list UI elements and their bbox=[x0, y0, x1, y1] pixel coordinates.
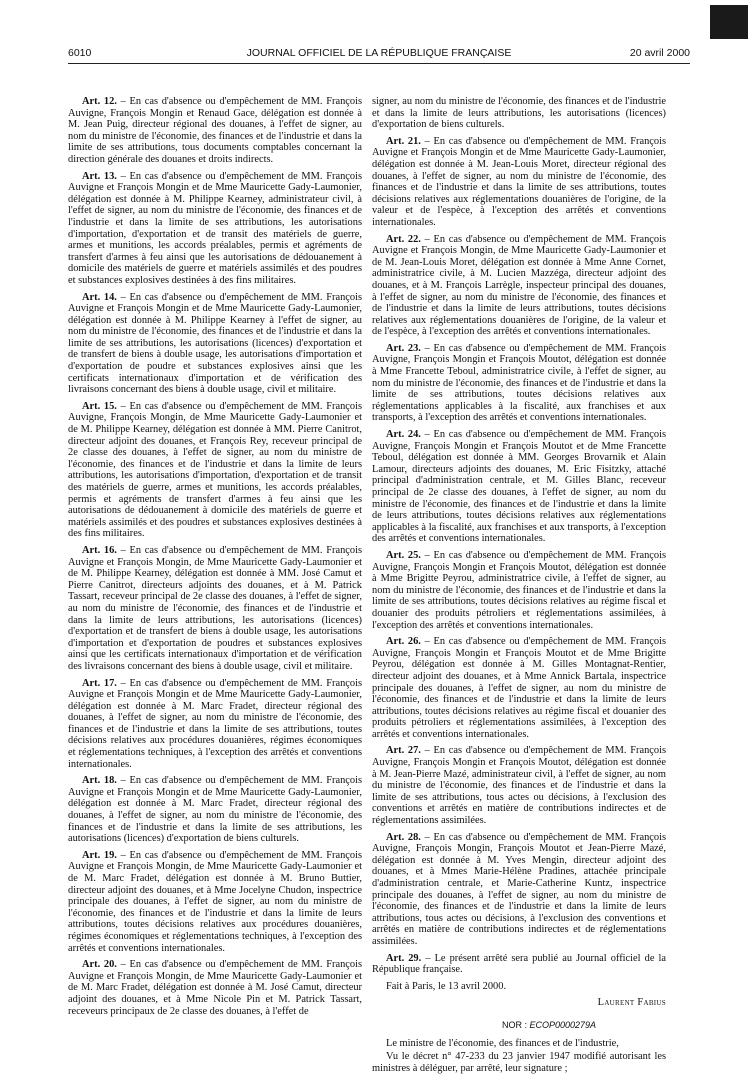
article-24 bbox=[372, 429, 666, 545]
article-12 bbox=[68, 96, 362, 166]
article-text: – En cas d'absence ou d'empêchement de MM. François Auvigne, François Mongin et François Moutot, délégation est donnée à Mme Brigitte Peyrou, administratrice civile, à l'effet de signer, au nom du ministre de l'économie, des finances et de l'industrie et dans la limite de ses attributions, toutes décisions relatives au régime fiscal et douanier des produits pétroliers et réglementations assimilées, à l'exception des arrêtés et conventions internationales. bbox=[372, 549, 666, 631]
article-label: Art. 27. bbox=[386, 745, 421, 757]
article-19 bbox=[68, 850, 362, 954]
article-text: – En cas d'absence ou d'empêchement de MM. François Auvigne et François Mongin, de Mme Mauricette Gady-Laumonier et de M. Marc Fradet, délégation est donnée à M. José Camut, directeur adjoint des douanes, et à Mme Nicole Pin et M. Patrick Tassart, receveurs principaux de 2e classe des douanes, à l'effet de bbox=[68, 959, 362, 1017]
decree-reference: Vu le décret n° 47-233 du 23 janvier 1947 modifié autorisant les ministres à déléguer, par arrêté, leur signature ; bbox=[372, 1050, 666, 1074]
header-rule bbox=[68, 63, 690, 64]
page-edge-tab bbox=[710, 5, 748, 39]
right-column bbox=[372, 96, 666, 1079]
article-text: signer, au nom du ministre de l'économie, des finances et de l'industrie et dans la limite de leurs attributions, les autorisations (licences) d'exportation de biens culturels. bbox=[372, 96, 666, 131]
article-27 bbox=[372, 745, 666, 826]
article-label: Art. 14. bbox=[82, 291, 117, 303]
minister-preamble: Le ministre de l'économie, des finances et de l'industrie, bbox=[386, 1038, 619, 1050]
article-text: – En cas d'absence ou d'empêchement de MM. François Auvigne, François Mongin, François Moutot et Jean-Pierre Mazé, délégation est donnée à M. Yves Mengin, directeur adjoint des douanes, et à Mmes Marie-Hélène Pradines, attachée principale d'administration centrale, et Marie-Catherine Kuntz, inspectrice principale des douanes, à l'effet de signer, au nom du ministre de l'économie, des finances et de l'industrie et dans la limite de leurs attributions, tous actes ou décisions, à l'exclusion des conventions et arrêtés en matière de contributions indirectes et de réglementations assimilées. bbox=[372, 831, 666, 947]
article-text: – En cas d'absence ou d'empêchement de MM. François Auvigne, François Mongin et François Moutot et de Mme Brigitte Peyrou, délégation est donnée à M. Gilles Montagnat-Rentier, directeur adjoint des douanes, et à Mme Annick Bartala, inspectrice principale des douanes, à l'effet de signer, au nom du ministre de l'économie, des finances et de l'industrie et dans la limite de leurs attributions, toutes décisions relatives au régime fiscal et douanier des produits pétroliers et réglementations assimilées, à l'exception des arrêtés et conventions internationales. bbox=[372, 636, 666, 740]
article-label: Art. 20. bbox=[82, 959, 117, 971]
article-18 bbox=[68, 775, 362, 845]
article-20-continued bbox=[372, 96, 666, 131]
article-text: – En cas d'absence ou d'empêchement de MM. François Auvigne et François Mongin, de Mme Mauricette Gady-Laumonier et de M. Jean-Louis Moret, délégation est donnée à Mme Anne Cornet, administratrice civile, à M. Lucien Mazzéga, directeur adjoint des douanes, et à M. François Larrègle, inspecteur principal des douanes, à l'effet de signer, au nom du ministre de l'économie, des finances et de l'industrie et dans la limite de leurs attributions, toutes décisions relatives aux réglementations douanières de l'origine, de la valeur et de l'espèce, à l'exception des arrêtés et conventions internationales. bbox=[372, 233, 666, 338]
article-text: – En cas d'absence ou d'empêchement de MM. François Auvigne, François Mongin et François Moutot et de Mme Francette Teboul, délégation est donnée à MM. Georges Brovarnik et Alain Lamour, directeurs adjoints des douanes, M. Eric Fisitzky, attaché principal d'administration centrale, et M. Gilles Blanc, receveur principal de 2e classe des douanes, à l'effet de signer, au nom du ministre de l'économie, des finances et de l'industrie et dans la limite de leurs attributions, toutes décisions relatives aux réglementations applicables à la fiscalité, aux franchises et aux transports, à l'exception des arrêtés et conventions internationales. bbox=[372, 429, 666, 545]
article-text: – Le présent arrêté sera publié au Journal officiel de la République française. bbox=[372, 952, 666, 976]
article-label: Art. 25. bbox=[386, 549, 421, 561]
article-text: – En cas d'absence ou d'empêchement de MM. François Auvigne, François Mongin et Renaud Gace, délégation est donnée à M. Jean Puig, directeur régional des douanes, à l'effet de signer, au nom du ministre de l'économie, des finances et de l'industrie et dans la limite de ses attributions, tous documents comptables concernant la direction générale des douanes et droits indirects. bbox=[68, 96, 362, 165]
article-label: Art. 19. bbox=[82, 849, 117, 861]
journal-title: JOURNAL OFFICIEL DE LA RÉPUBLIQUE FRANÇAISE bbox=[246, 47, 512, 59]
left-column bbox=[68, 96, 362, 1022]
article-label: Art. 15. bbox=[82, 400, 117, 412]
article-label: Art. 29. bbox=[386, 952, 422, 964]
article-label: Art. 17. bbox=[82, 677, 117, 689]
article-label: Art. 26. bbox=[386, 636, 421, 648]
nor-label: NOR : bbox=[501, 1020, 530, 1031]
article-label: Art. 28. bbox=[386, 831, 421, 843]
article-26 bbox=[372, 636, 666, 740]
article-22 bbox=[372, 234, 666, 338]
article-text: – En cas d'absence ou d'empêchement de MM. François Auvigne, François Mongin et François Moutot, délégation est donnée à Mme Francette Teboul, administratrice civile, à l'effet de signer, au nom du ministre de l'économie, des finances et de l'industrie et dans la limite de ses attributions, toutes décisions relatives aux réglementations applicables à la fiscalité, aux franchises et aux transports, à l'exception des arrêtés et conventions internationales. bbox=[372, 342, 666, 424]
article-21 bbox=[372, 136, 666, 229]
signatory: Laurent Fabius bbox=[597, 997, 666, 1009]
article-label: Art. 23. bbox=[386, 342, 421, 354]
article-text: – En cas d'absence ou d'empêchement de MM. François Auvigne, François Mongin et François Moutot, délégation est donnée à M. Jean-Pierre Mazé, administrateur civil, à l'effet de signer, au nom du ministre de l'économie, des finances et de l'industrie et dans la limite de ses attributions, tous actes ou décisions, à l'exclusion des conventions et arrêtés en matière de contributions indirectes et de réglementations assimilées. bbox=[372, 745, 666, 827]
article-13 bbox=[68, 171, 362, 287]
article-label: Art. 13. bbox=[82, 170, 117, 182]
article-text: – En cas d'absence ou d'empêchement de MM. François Auvigne et François Mongin et de Mme Mauricette Gady-Laumonier, délégation est donnée à M. Jean-Louis Moret, directeur régional des douanes, à l'effet de signer, au nom du ministre de l'économie, des finances et de l'industrie et dans la limite de ses attributions, toutes décisions relatives aux réglementations douanières de l'origine, de la valeur et de l'espèce, à l'exception des arrêtés et conventions internationales. bbox=[372, 135, 666, 228]
publication-date: 20 avril 2000 bbox=[629, 47, 690, 59]
article-23 bbox=[372, 343, 666, 424]
article-25 bbox=[372, 550, 666, 631]
article-text: – En cas d'absence ou d'empêchement de MM. François Auvigne et François Mongin, de Mme Mauricette Gady-Laumonier et de M. Philippe Kearney, délégation est donnée à MM. José Camut et Pierre Canitrot, directeurs adjoints des douanes, et à M. Patrick Tassart, receveur principal de 2e classe des douanes, à l'effet de signer, au nom du ministre de l'économie, des finances et de l'industrie et dans la limite de leurs attributions, les autorisations (licences) d'exportation et de transfert de biens à double usage, les autorisations d'importation et d'exportation de poudres et substances explosives ainsi que les certificats internationaux d'importation et de vérification des livraisons concernant des biens à double usage, civil et militaire. bbox=[68, 544, 362, 672]
article-14 bbox=[68, 292, 362, 396]
article-17 bbox=[68, 678, 362, 771]
article-label: Art. 24. bbox=[386, 429, 421, 441]
nor-reference bbox=[432, 1020, 666, 1030]
article-label: Art. 18. bbox=[82, 775, 117, 787]
article-label: Art. 12. bbox=[82, 96, 117, 107]
article-29 bbox=[372, 953, 666, 976]
article-28 bbox=[372, 832, 666, 948]
article-label: Art. 16. bbox=[82, 544, 117, 556]
article-text: – En cas d'absence ou d'empêchement de MM. François Auvigne et François Mongin et de Mme Mauricette Gady-Laumonier, délégation est donnée à M. Marc Fradet, directeur régional des douanes, à l'effet de signer, au nom du ministre de l'économie, des finances et de l'industrie et dans la limite de ses attributions, les autorisations (licences) d'exportation de biens culturels. bbox=[68, 775, 362, 845]
nor-code: ECOP0000279A bbox=[529, 1020, 597, 1031]
article-20 bbox=[68, 959, 362, 1017]
place-date: Fait à Paris, le 13 avril 2000. bbox=[386, 980, 507, 992]
article-text: – En cas d'absence ou d'empêchement de MM. François Auvigne et François Mongin, de Mme Mauricette Gady-Laumonier et de M. Marc Fradet, délégation est donnée à M. Bruno Buttier, directeur adjoint des douanes, et à Mme Jocelyne Chudon, inspectrice principale des douanes, à l'effet de signer, au nom du ministre de l'économie, des finances et de l'industrie et dans la limite de leurs attributions, toutes décisions relatives aux procédures douanières, régimes économiques et réglementations techniques, à l'exception des arrêtés et conventions internationales. bbox=[68, 849, 362, 954]
article-text: – En cas d'absence ou d'empêchement de MM. François Auvigne et François Mongin et de Mme Mauricette Gady-Laumonier, délégation est donnée à M. Marc Fradet, directeur régional des douanes, à l'effet de signer, au nom du ministre de l'économie, des finances et de l'industrie et dans la limite de ses attributions, toutes décisions relatives aux procédures douanières, régimes économiques et réglementations techniques, à l'exception des arrêtés et conventions internationales. bbox=[68, 677, 362, 770]
article-text: – En cas d'absence ou d'empêchement de MM. François Auvigne et François Mongin et de Mme Mauricette Gady-Laumonier, délégation est donnée à M. Philippe Kearney, administrateur civil, à l'effet de signer, au nom du ministre de l'économie, des finances et de l'industrie et dans la limite de ses attributions, les autorisations d'importation, d'exportation et de transit des matériels de guerre, armes et munitions, les accords préalables, permis et agréments de transfert d'armes à feu ainsi que les autorisations de dédouanement à domicile des matériels de guerre et matériels assimilés et des poudres et substances explosives destinées à des fins militaires. bbox=[68, 170, 362, 286]
article-15 bbox=[68, 401, 362, 540]
article-label: Art. 22. bbox=[386, 233, 421, 245]
article-text: – En cas d'absence ou d'empêchement de MM. François Auvigne, François Mongin, de Mme Mauricette Gady-Laumonier et de M. Philippe Kearney, délégation est donnée à MM. Pierre Canitrot, directeur adjoint des douanes, et François Rey, receveur principal de 2e classe des douanes, à l'effet de signer, au nom du ministre de l'économie, des finances et de l'industrie et dans la limite de leurs attributions, les autorisations d'importation, d'exportation et de transit des matériels de guerre, armes et munitions, les accords préalables, permis et agréments de transfert d'armes à feu ainsi que les autorisations de dédouanement à domicile des matériels de guerre et matériels assimilés et des poudres et substances explosives destinées à des fins militaires. bbox=[68, 400, 362, 540]
article-16 bbox=[68, 545, 362, 673]
article-text: – En cas d'absence ou d'empêchement de MM. François Auvigne et François Mongin et de Mme Mauricette Gady-Laumonier, délégation est donnée à M. Philippe Kearney à l'effet de signer, au nom du ministre de l'économie, des finances et de l'industrie et dans la limite de ses attributions, les autorisations (licences) d'exportation et de transfert de biens à double usage, les autorisations d'importation et d'exportation de poudre et substances explosives ainsi que les certificats internationaux d'importation et de vérification des livraisons concernant des biens à double usage, civil et militaire. bbox=[68, 291, 362, 396]
page-number: 6010 bbox=[68, 47, 92, 59]
article-label: Art. 21. bbox=[386, 135, 421, 147]
